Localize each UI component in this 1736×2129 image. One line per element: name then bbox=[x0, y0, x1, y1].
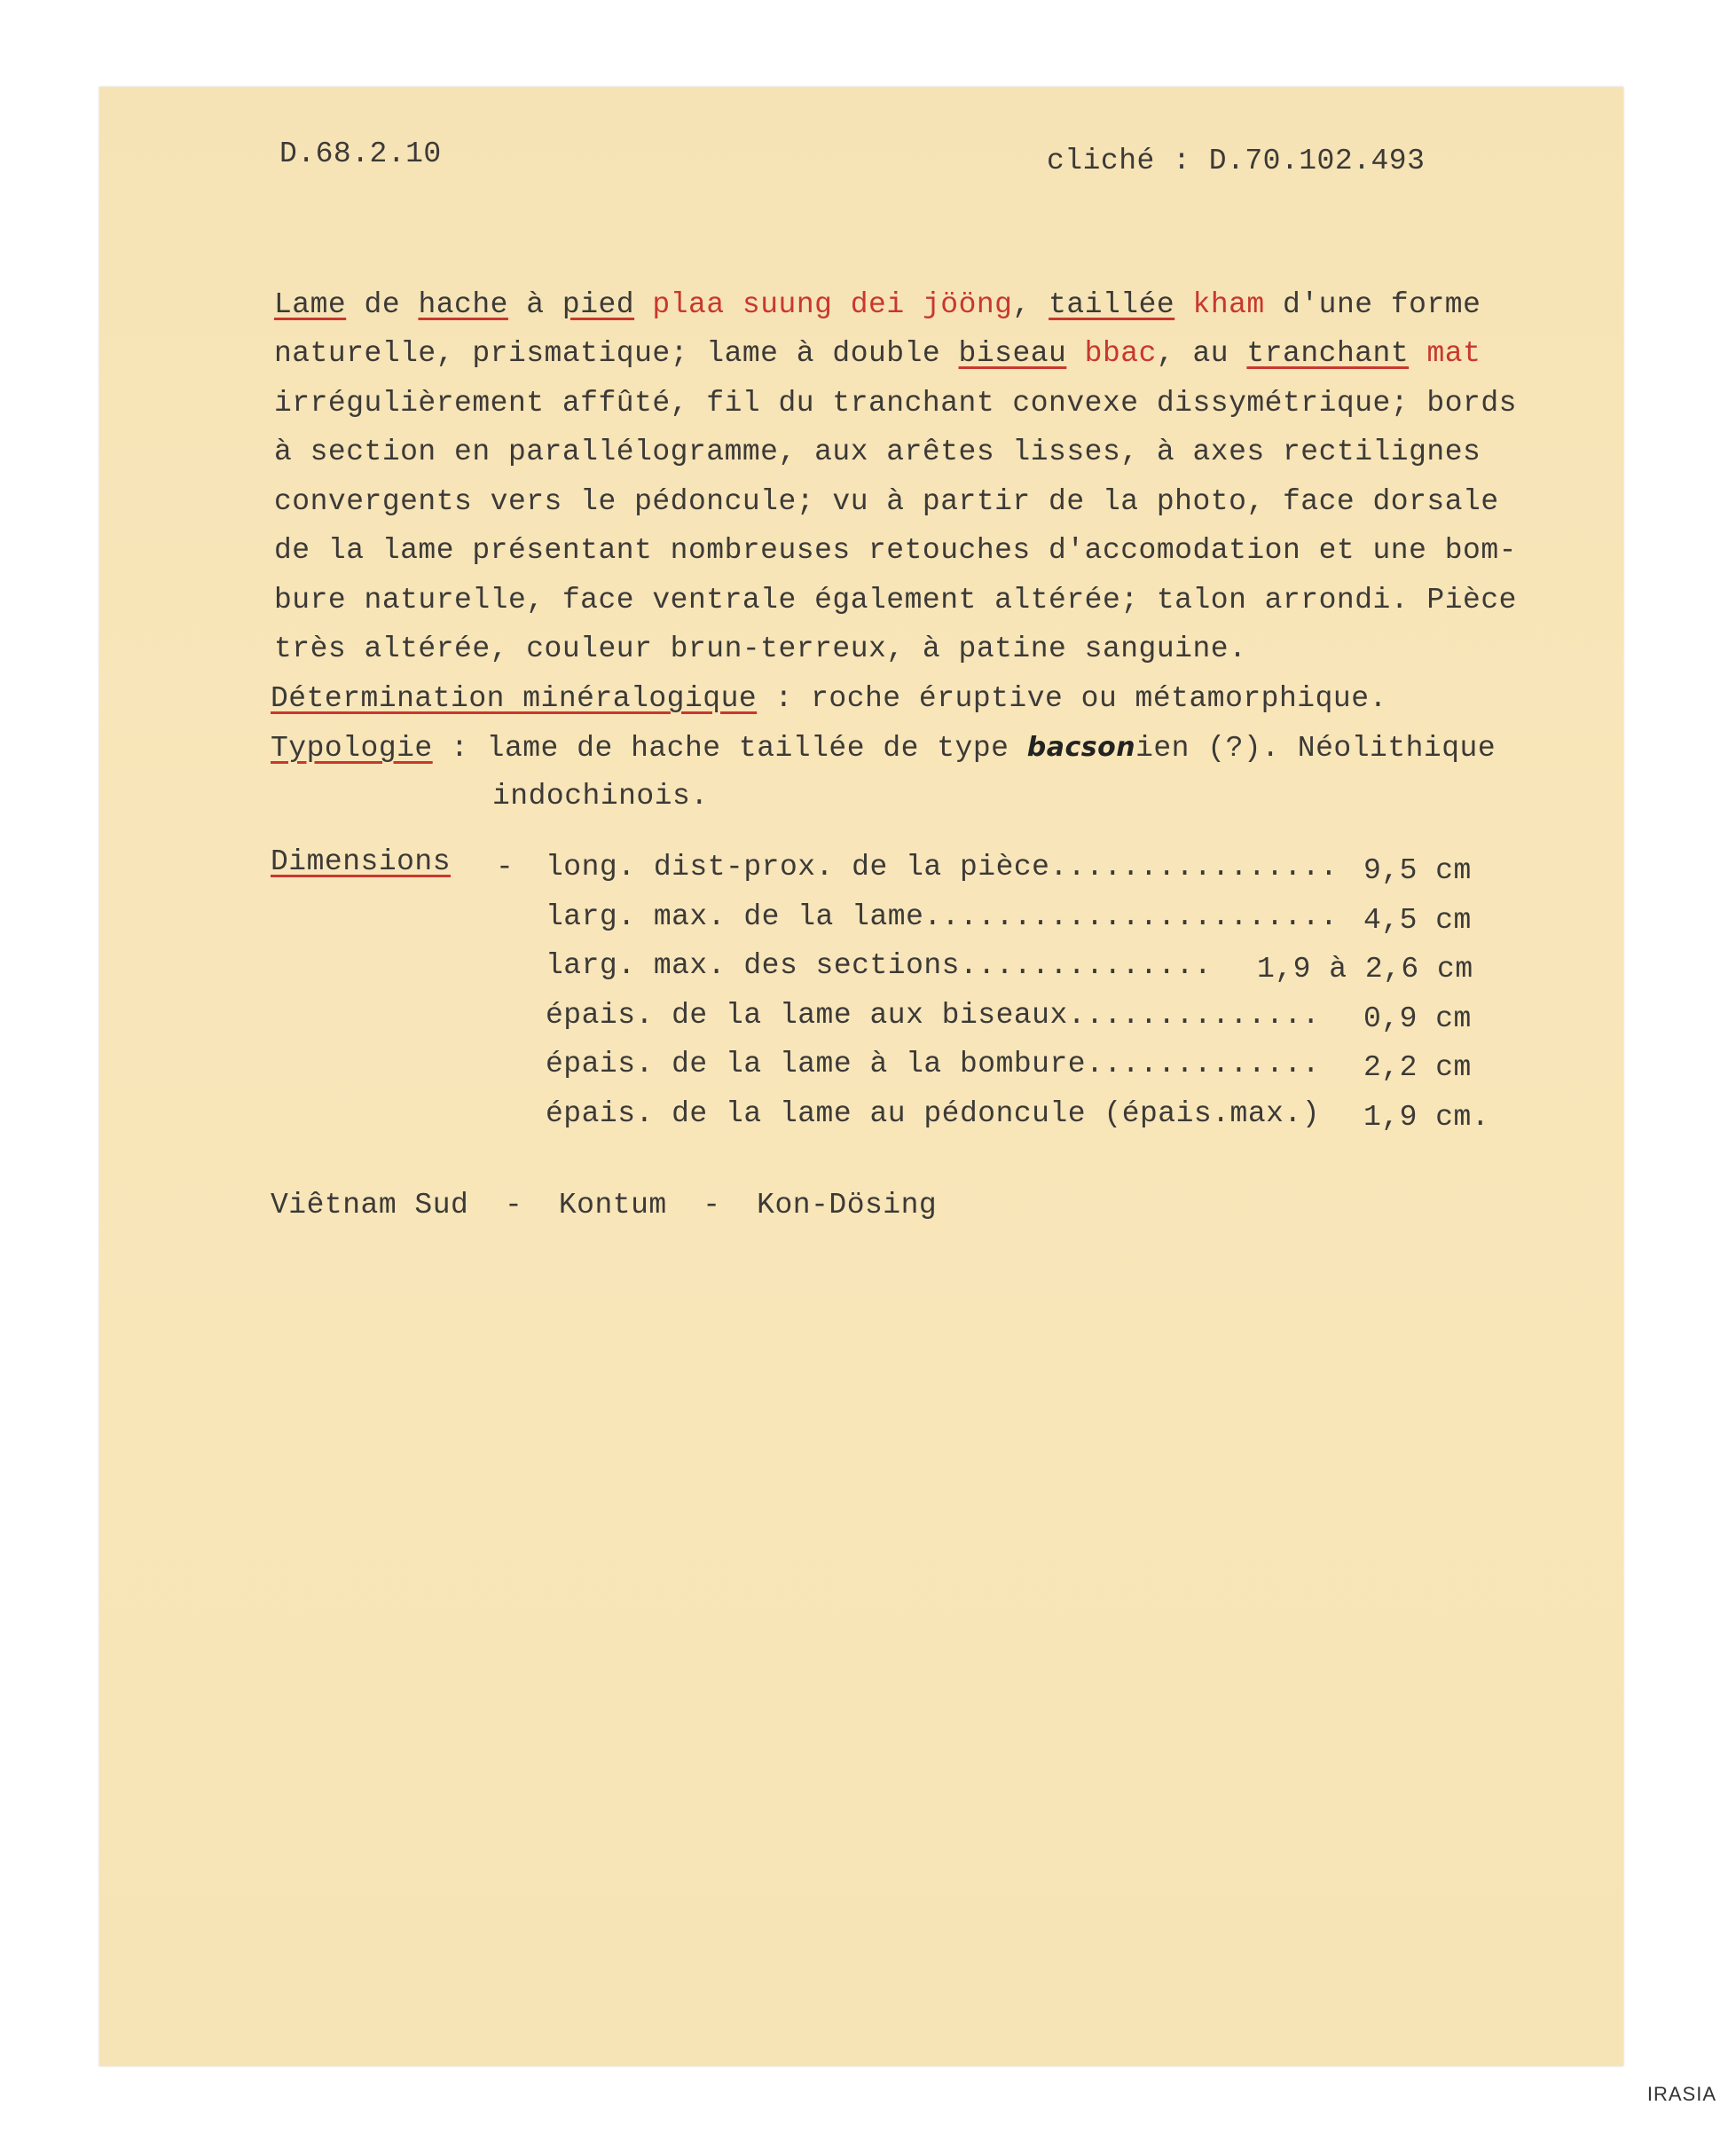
term-biseau: biseau bbox=[958, 337, 1067, 370]
location-line: Viêtnam Sud - Kontum - Kon-Dösing bbox=[271, 1189, 938, 1222]
determination-label: Détermination minéralogique bbox=[271, 682, 758, 715]
typologie-continuation: indochinois. bbox=[492, 780, 709, 813]
dimension-row-value: 4,5 cm bbox=[1363, 904, 1472, 937]
vernacular-term: plaa suung dei jööng bbox=[634, 288, 1013, 321]
vernacular-term: bbac bbox=[1066, 337, 1157, 370]
text: d'une forme bbox=[1264, 288, 1481, 321]
text: à bbox=[507, 288, 562, 321]
vernacular-term: mat bbox=[1409, 337, 1481, 370]
description-line-1 bbox=[274, 280, 1481, 330]
dimensions-dash: - bbox=[496, 851, 515, 884]
determination-value: : roche éruptive ou métamorphique. bbox=[757, 682, 1387, 715]
term-pied: pied bbox=[562, 288, 635, 321]
text: , bbox=[1012, 288, 1049, 321]
inventory-number: D.68.2.10 bbox=[279, 137, 442, 170]
term-lame: Lame bbox=[274, 288, 347, 321]
irasia-watermark: IRASIA bbox=[1646, 2083, 1716, 2105]
description-line-6: de la lame présentant nombreuses retouches d'accomodation et une bom- bbox=[274, 534, 1517, 567]
dimension-row-value: 1,9 cm. bbox=[1363, 1101, 1490, 1134]
typologie-line bbox=[271, 723, 1496, 774]
dimension-row-label: larg. max. de la lame....................... bbox=[546, 900, 1339, 933]
dimension-row-label: épais. de la lame aux biseaux.............. bbox=[546, 999, 1321, 1032]
text: naturelle, prismatique; lame à double bbox=[274, 337, 959, 370]
typologie-value: : lame de hache taillée de type bbox=[432, 732, 1027, 765]
dimension-row-label: épais. de la lame à la bombure............. bbox=[546, 1048, 1321, 1080]
dimension-row-value: 9,5 cm bbox=[1363, 854, 1472, 887]
dimensions-label-text: Dimensions bbox=[271, 845, 452, 878]
term-taillee: taillée bbox=[1049, 288, 1175, 321]
typologie-value-end: ien (?). Néolithique bbox=[1135, 732, 1496, 765]
term-hache: hache bbox=[418, 288, 508, 321]
dimensions-label bbox=[271, 837, 451, 887]
typologie-label: Typologie bbox=[271, 732, 433, 765]
description-line-5: convergents vers le pédoncule; vu à partir de la photo, face dorsale bbox=[274, 485, 1499, 518]
determination-line bbox=[271, 674, 1387, 724]
dimension-row-label: long. dist-prox. de la pièce................ bbox=[546, 851, 1339, 884]
description-line-8: très altérée, couleur brun-terreux, à patine sanguine. bbox=[274, 632, 1247, 665]
dimension-row-label: épais. de la lame au pédoncule (épais.max.) bbox=[546, 1097, 1321, 1130]
description-line-3: irrégulièrement affûté, fil du tranchant convexe dissymétrique; bords bbox=[274, 387, 1517, 420]
dimension-row-value: 2,2 cm bbox=[1363, 1051, 1472, 1084]
text: de bbox=[346, 288, 419, 321]
handwritten-correction: bacson bbox=[1026, 732, 1136, 763]
text: , au bbox=[1156, 337, 1247, 370]
cliche-reference: cliché : D.70.102.493 bbox=[1047, 145, 1426, 177]
archive-card bbox=[99, 87, 1623, 2066]
term-tranchant: tranchant bbox=[1246, 337, 1410, 370]
dimension-row-value: 0,9 cm bbox=[1363, 1002, 1472, 1035]
description-line-7: bure naturelle, face ventrale également altérée; talon arrondi. Pièce bbox=[274, 584, 1517, 617]
description-line-4: à section en parallélogramme, aux arêtes lisses, à axes rectilignes bbox=[274, 436, 1481, 468]
vernacular-term: kham bbox=[1174, 288, 1265, 321]
dimension-row-value: 1,9 à 2,6 cm bbox=[1257, 953, 1473, 986]
description-line-2 bbox=[274, 329, 1481, 379]
dimension-row-label: larg. max. des sections.............. bbox=[546, 949, 1213, 982]
